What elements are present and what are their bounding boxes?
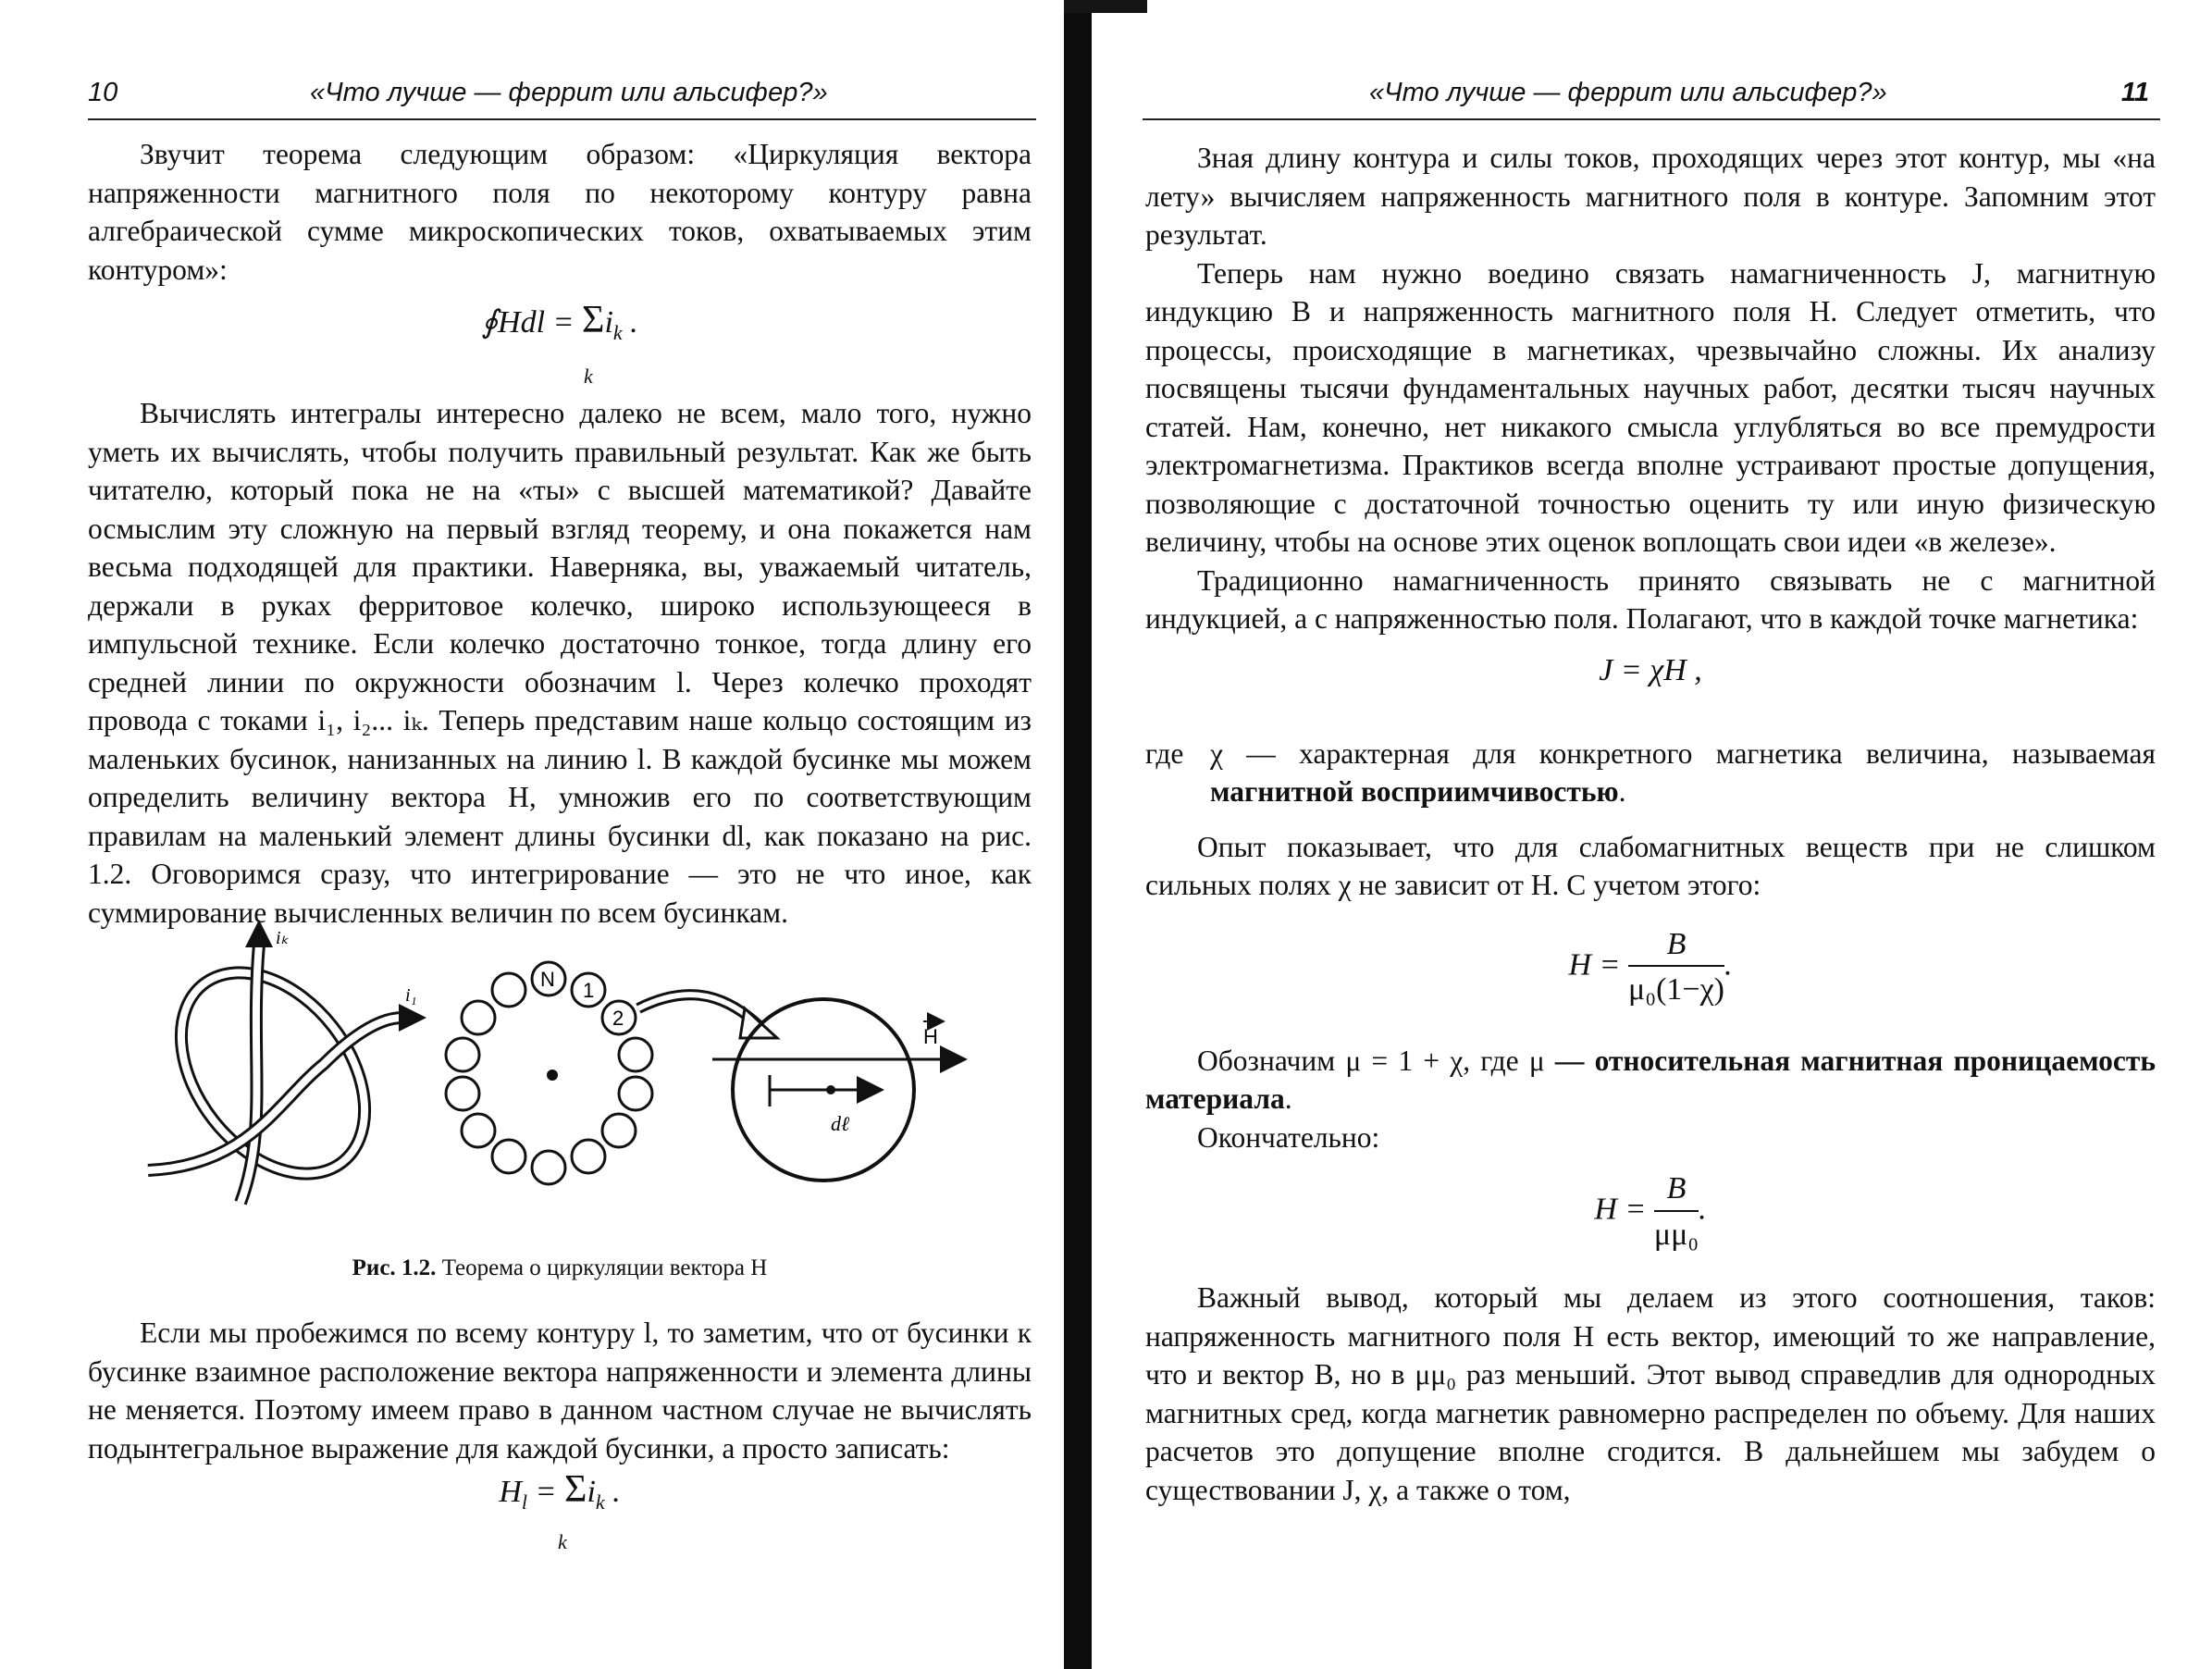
right-page-number: 11 (2120, 78, 2149, 107)
mu-definition-end: . (1284, 1082, 1292, 1115)
H-formula-2-end: . (1699, 1192, 1707, 1227)
where-text: χ — характерная для конкретного магнетика величина, называемая (1210, 736, 2156, 770)
left-page-number: 10 (88, 78, 118, 107)
zoom-arrow-head (740, 1008, 777, 1038)
sum-formula-under: k (558, 1530, 567, 1553)
right-text (1145, 139, 2156, 1509)
left-running-title: «Что лучше — феррит или альсифер?» (310, 78, 828, 107)
circulation-formula-var: i (604, 305, 613, 340)
circulation-formula-lhs: ∮Hdl = (481, 305, 582, 340)
right-paragraph-1: Зная длину контура и силы токов, проходящих через этот контур, мы «на лету» вычисляем напряженность магнитного поля в контуре. Запомним этот результат. (1145, 142, 2156, 251)
sum-formula (88, 1467, 1032, 1554)
right-paragraph-6: Окончательно: (1197, 1120, 1380, 1154)
H-formula-2-num: B (1654, 1169, 1699, 1212)
H-formula-1-den: μ₀(1−χ) (1628, 972, 1724, 1007)
ring-center (547, 1069, 558, 1081)
sum-formula-var: i (587, 1475, 596, 1509)
dl-point (826, 1085, 835, 1094)
sum-formula-eq: = (527, 1475, 564, 1509)
where-word: где (1145, 736, 1184, 770)
left-paragraph-1: Звучит теорема следующим образом: «Циркуляция вектора напряженности магнитного поля по некоторому контуру равна алгебраической сумме микроскопических токов, охватываемых этим контуром»: (88, 138, 1032, 286)
H-formula-2-lhs: H = (1594, 1192, 1654, 1227)
H-formula-1-num: B (1628, 925, 1724, 968)
H-formula-2 (1145, 1156, 2156, 1279)
figure-caption-label: Рис. 1.2. (352, 1255, 437, 1280)
circulation-formula-sub: k (612, 320, 623, 344)
right-paragraph-7: Важный вывод, который мы делаем из этого соотношения, таков: напряженность магнитного поля H есть вектор, имеющий то же направление, что и вектор B, но в μμ₀ раз меньший. Этот вывод справедлив для однородных магнитных сред, когда магнетик равномерно распределен по объему. Для наших расчетов это допущение вполне сгодится. В дальнейшем мы забудем о существовании J, χ, а также о том, (1145, 1281, 2156, 1506)
label-ik: iₖ (276, 928, 290, 948)
H-formula-1 (1145, 905, 2156, 1042)
mu-definition-text: Обозначим μ = 1 + χ, где μ (1197, 1044, 1555, 1077)
sum-formula-var-sub: k (595, 1490, 605, 1514)
label-H: H (923, 1025, 938, 1048)
H-formula-2-fraction (1654, 1169, 1699, 1254)
right-paragraph-4: Опыт показывает, что для слабомагнитных веществ при не слишком сильных полях χ не зависит от H. С учетом этого: (1145, 830, 2156, 901)
right-paragraph-5 (1145, 1042, 2156, 1119)
bead-label-2: 2 (612, 1007, 624, 1030)
right-running-header (1143, 67, 2160, 120)
right-paragraph-2: Теперь нам нужно воедино связать намагниченность J, магнитную индукцию B и напряженность магнитного поля H. Следует отметить, что процессы, происходящие в магнетиках, чрезвычайно сложны. Их анализу посвящены тысячи фундаментальных научных работ, десятки тысяч научных статей. Нам, конечно, нет никакого смысла углубляться во все премудрости электромагнетизма. Практиков всегда вполне устраивают простые допущения, позволяющие с достаточной точностью оценить ту или иную физическую величину, чтобы на основе этих оценок воплощать свои идеи «в железе». (1145, 256, 2156, 558)
circulation-formula-sum: Σ (582, 299, 605, 341)
sum-formula-lhs: H (499, 1475, 522, 1509)
left-text-top (88, 135, 1032, 932)
H-formula-1-end: . (1724, 946, 1733, 982)
circulation-formula-under: k (584, 365, 593, 388)
label-dl: dℓ (831, 1112, 850, 1135)
H-formula-2-den: μμ₀ (1653, 1217, 1699, 1252)
left-running-header (88, 67, 1036, 120)
bead-label-N: N (540, 968, 555, 991)
circulation-formula (88, 289, 1032, 394)
left-page (0, 0, 1064, 1669)
H-formula-1-lhs: H = (1568, 946, 1628, 982)
left-paragraph-3: Если мы пробежимся по всему контуру l, то заметим, что от бусинки к бусинке взаимное расположение вектора напряженности и элемента длины не меняется. Поэтому имеем право в данном частном случае не вычислять подынтегральное выражение для каждой бусинки, а просто записать: (88, 1317, 1032, 1465)
where-definition (1210, 735, 2156, 811)
figure-1-2 (139, 916, 990, 1212)
right-running-title: «Что лучше — феррит или альсифер?» (1369, 78, 1887, 107)
left-paragraph-2: Вычислять интегралы интересно далеко не всем, мало того, нужно уметь их вычислять, чтобы получить правильный результат. Как же быть читателю, который пока не на «ты» с высшей математикой? Давайте осмыслим эту сложную на первый взгляд теорему, и она покажется нам весьма подходящей для практики. Наверняка, вы, уважаемый читатель, держали в руках ферритовое колечко, широко использующееся в импульсной технике. Если колечко достаточно тонкое, тогда длину его средней линии по окружности обозначим l. Через колечко проходят провода с токами i₁, i₂... iₖ. Теперь представим наше кольцо состоящим из маленьких бусинок, нанизанных на линию l. В каждой бусинке мы можем определить величину вектора H, умножив его по соответствующим правилам на маленький элемент длины бусинки dl, как показано на рис. 1.2. Оговоримся сразу, что интегрирование — это не что иное, как суммирование вычисленных величин по всем бусинкам. (88, 397, 1032, 929)
figure-caption-text: Теорема о циркуляции вектора Н (436, 1255, 768, 1280)
bead-label-1: 1 (583, 979, 595, 1002)
sum-formula-sum: Σ (563, 1468, 587, 1511)
left-text-bottom (88, 1314, 1032, 1554)
where-block (1145, 735, 2156, 811)
label-i1: i₁ (405, 985, 417, 1006)
circulation-formula-end: . (622, 305, 638, 340)
where-end: . (1618, 775, 1626, 808)
right-paragraph-3: Традиционно намагниченность принято связывать не с магнитной индукцией, а с напряженностью поля. Полагают, что в каждой точке магнетика: (1145, 563, 2156, 635)
mu-definition-term: — относительная магнитная проницаемость материала (1145, 1044, 2156, 1115)
figure-caption (88, 1255, 1032, 1281)
H-formula-1-fraction (1628, 925, 1724, 1009)
magnetization-formula: J = χH , (1599, 652, 1702, 687)
right-page (1064, 0, 2212, 1669)
sum-formula-end: . (604, 1475, 621, 1509)
sum-formula-lhs-sub: l (521, 1490, 528, 1514)
where-term: магнитной восприимчивостью (1210, 775, 1619, 808)
